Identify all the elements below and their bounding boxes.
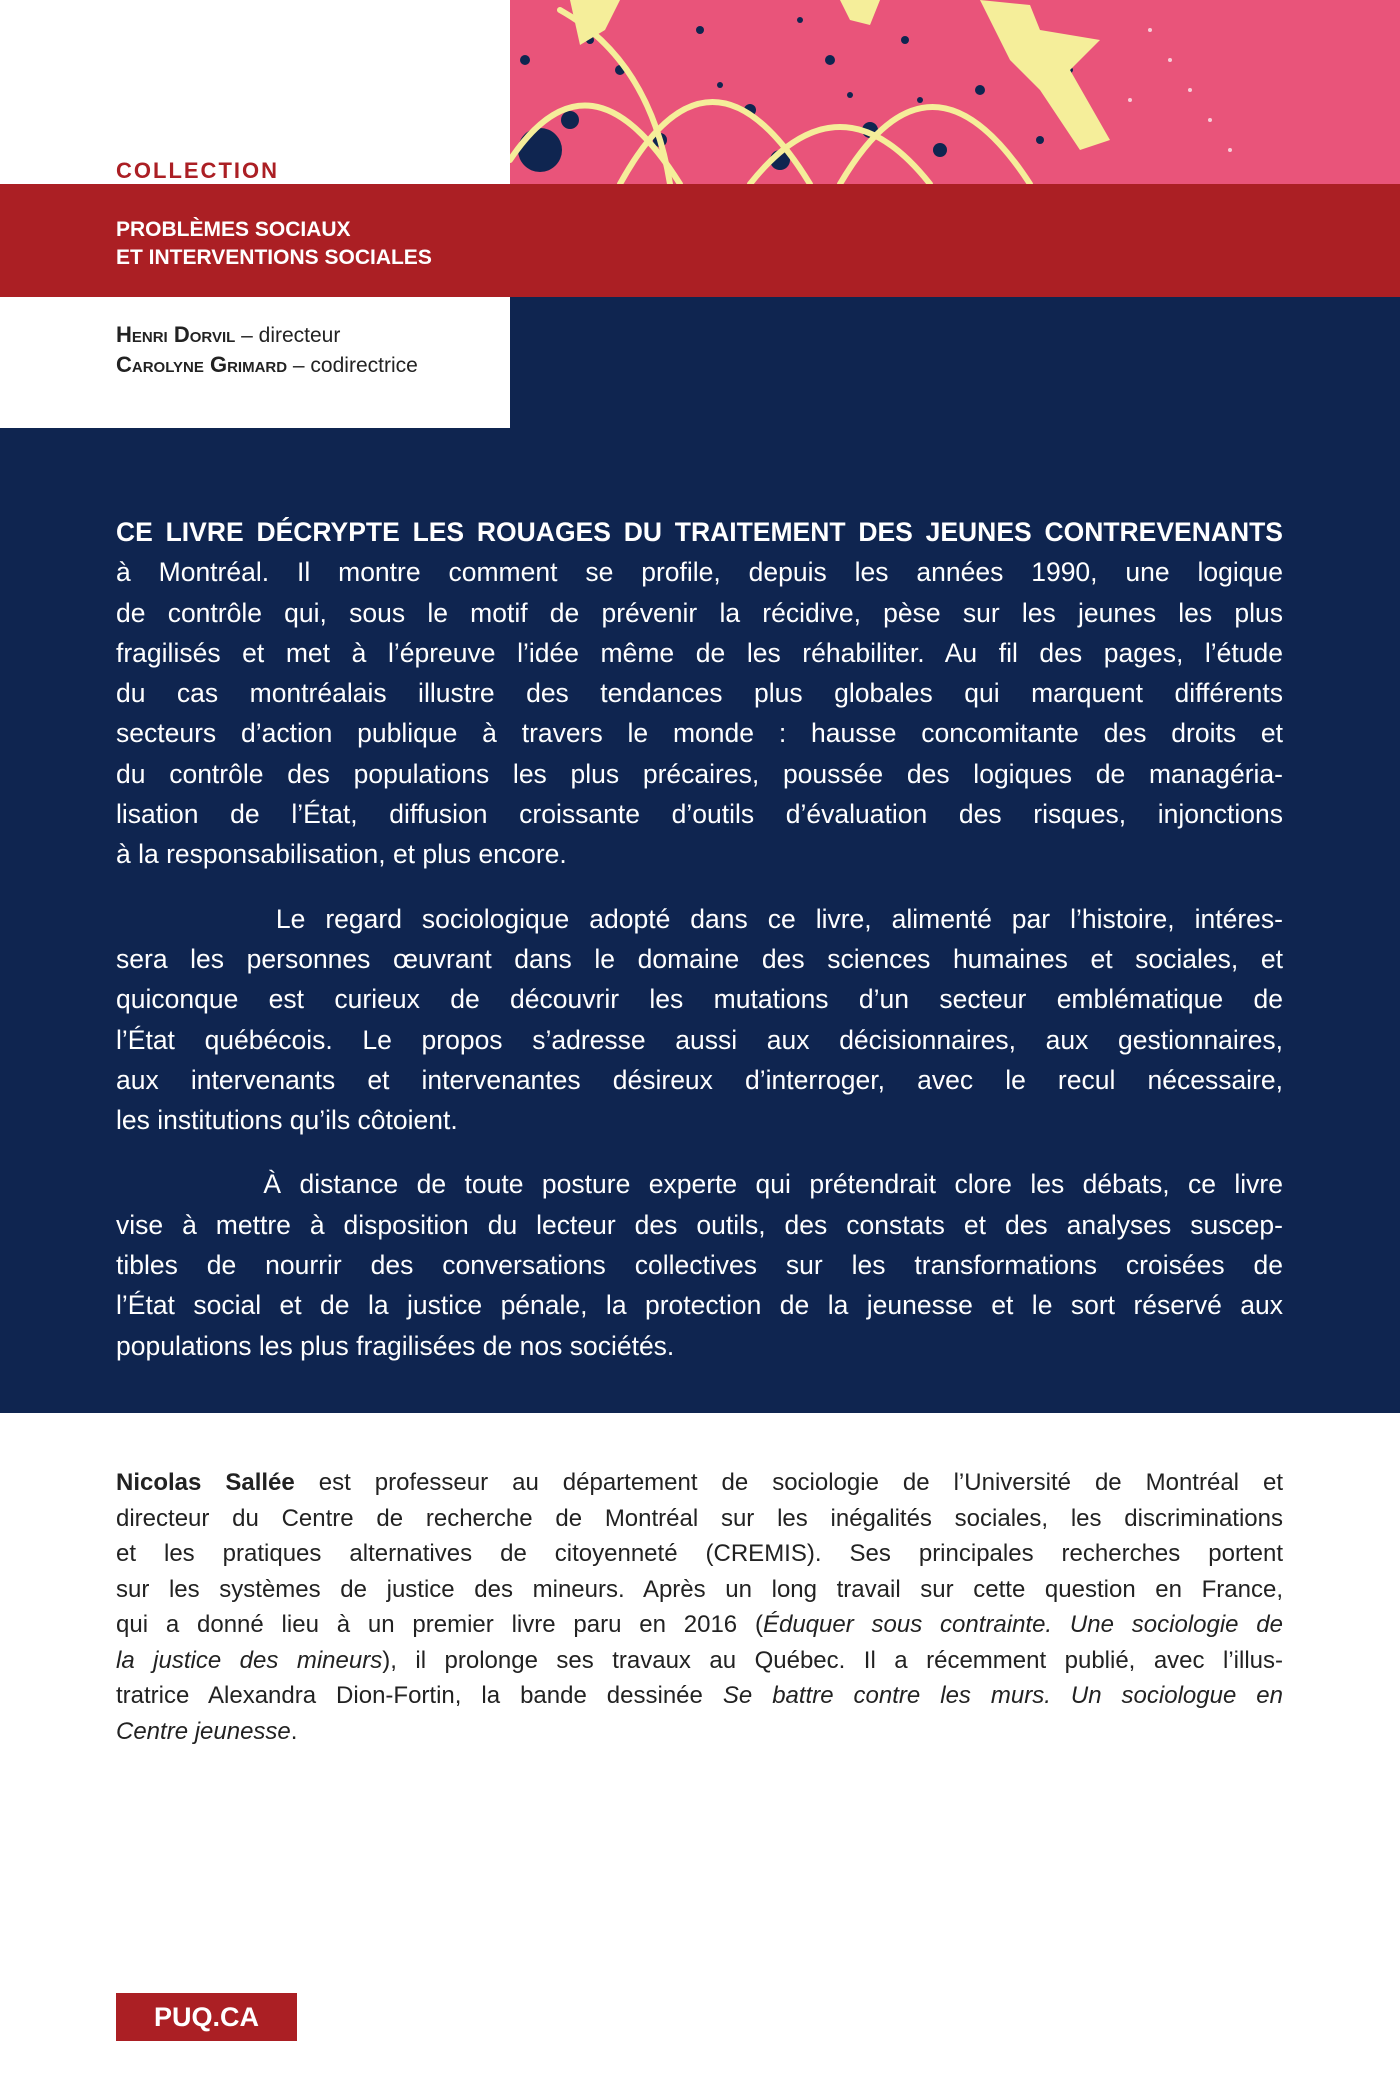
author-bio (116, 1465, 1283, 1749)
editor-entry (116, 350, 418, 380)
birds-and-splatter-illustration (510, 0, 1400, 184)
text-segment: directeur du Centre de recherche de Montréal sur les inégalités sociales, les discriminations (116, 1504, 1283, 1532)
editor-role: – directeur (235, 324, 341, 347)
text-segment: la justice des mineurs (116, 1646, 383, 1674)
text-line (116, 593, 1283, 633)
text-line (116, 512, 1283, 552)
text-line (116, 633, 1283, 673)
text-line (116, 794, 1283, 834)
editors-list (116, 320, 418, 380)
text-line (116, 1536, 1283, 1572)
text-line (116, 713, 1283, 753)
text-segment: de contrôle qui, sous le motif de prévenir la récidive, pèse sur les jeunes les plus (116, 597, 1283, 628)
text-segment: vise à mettre à disposition du lecteur des outils, des constats et des analyses suscep- (116, 1209, 1283, 1240)
text-segment: Éduquer sous contrainte. Une sociologie de (762, 1611, 1284, 1638)
text-line (116, 1245, 1283, 1285)
text-segment: ), il prolonge ses travaux au Québec. Il a récemment publié, avec l’illus- (382, 1646, 1284, 1674)
summary-paragraph (116, 1164, 1283, 1365)
editor-name: Carolyne Grimard (116, 352, 288, 377)
summary-paragraph (116, 899, 1283, 1141)
editor-name: Henri Dorvil (116, 322, 236, 347)
text-segment: du contrôle des populations les plus précaires, poussée des logiques de managéria- (116, 758, 1283, 789)
collection-header-area (0, 0, 510, 184)
text-segment: tratrice Alexandra Dion-Fortin, la bande dessinée (116, 1682, 723, 1709)
text-line (116, 979, 1283, 1019)
text-line (116, 1205, 1283, 1245)
text-line (116, 1572, 1283, 1608)
text-segment: qui a donné lieu à un premier livre paru en 2016 ( (116, 1611, 763, 1638)
text-segment: lisation de l’État, diffusion croissante d’outils d’évaluation des risques, injonctions (116, 799, 1283, 830)
text-segment: et les pratiques alternatives de citoyenneté (CREMIS). Ses principales recherches portent (116, 1540, 1283, 1567)
text-line (116, 899, 1283, 939)
text-line (116, 1501, 1283, 1537)
text-segment: . (290, 1717, 298, 1745)
text-line (116, 552, 1283, 592)
text-segment: À distance de toute posture experte qui prétendrait clore les débats, ce livre (116, 1169, 1283, 1200)
text-line (116, 1607, 1283, 1643)
text-segment: tibles de nourrir des conversations collectives sur les transformations croisées de (116, 1250, 1283, 1281)
text-segment: quiconque est curieux de découvrir les mutations d’un secteur emblématique de (116, 984, 1283, 1015)
text-segment: fragilisés et met à l’épreuve l’idée même de les réhabiliter. Au fil des pages, l’étude (116, 637, 1283, 668)
text-segment: populations les plus fragilisées de nos sociétés. (116, 1330, 675, 1361)
series-title-line: PROBLÈMES SOCIAUX (116, 218, 351, 241)
series-title (116, 216, 432, 272)
text-segment: du cas montréalais illustre des tendances plus globales qui marquent différents (116, 678, 1283, 709)
text-line (116, 1100, 1283, 1140)
summary-paragraph (116, 512, 1283, 875)
text-segment: CE LIVRE DÉCRYPTE LES ROUAGES DU TRAITEMENT DES JEUNES CONTREVENANTS (116, 517, 1283, 547)
text-segment: Nicolas Sallée (116, 1469, 295, 1496)
text-line (116, 1164, 1283, 1204)
text-line (116, 1643, 1283, 1679)
editor-role: – codirectrice (287, 354, 418, 377)
text-segment: secteurs d’action publique à travers le monde : hausse concomitante des droits et (116, 718, 1283, 749)
publisher-website-link[interactable]: PUQ.CA (116, 1993, 297, 2041)
text-segment: les institutions qu’ils côtoient. (116, 1105, 458, 1136)
text-segment: est professeur au département de sociologie de l’Université de Montréal et (294, 1469, 1283, 1496)
text-segment: Centre jeunesse (116, 1717, 291, 1745)
collection-label: COLLECTION (116, 158, 279, 183)
text-segment: Se battre contre les murs. Un sociologue en (722, 1682, 1283, 1709)
text-line (116, 1285, 1283, 1325)
text-segment: à la responsabilisation, et plus encore. (116, 839, 567, 870)
text-segment: Le regard sociologique adopté dans ce livre, alimenté par l’histoire, intéres- (116, 903, 1283, 934)
text-line (116, 834, 1283, 874)
cover-illustration (510, 0, 1400, 184)
text-line (116, 939, 1283, 979)
text-segment: sur les systèmes de justice des mineurs. Après un long travail sur cette question en France, (116, 1575, 1283, 1603)
text-segment: à Montréal. Il montre comment se profile, depuis les années 1990, une logique (116, 557, 1283, 588)
text-line (116, 1714, 1283, 1750)
text-segment: sera les personnes œuvrant dans le domaine des sciences humaines et sociales, et (116, 943, 1283, 974)
text-line (116, 1060, 1283, 1100)
text-segment: l’État social et de la justice pénale, la protection de la jeunesse et le sort réservé aux (116, 1290, 1283, 1321)
editor-entry (116, 320, 418, 350)
series-title-line: ET INTERVENTIONS SOCIALES (116, 246, 432, 269)
text-line (116, 1465, 1283, 1501)
text-line (116, 1678, 1283, 1714)
text-line (116, 754, 1283, 794)
text-segment: l’État québécois. Le propos s’adresse aussi aux décisionnaires, aux gestionnaires, (116, 1024, 1283, 1055)
text-line (116, 673, 1283, 713)
text-line (116, 1326, 1283, 1366)
book-summary (116, 512, 1283, 1390)
text-segment: aux intervenants et intervenantes désireux d’interroger, avec le recul nécessaire, (116, 1064, 1283, 1095)
text-line (116, 1020, 1283, 1060)
